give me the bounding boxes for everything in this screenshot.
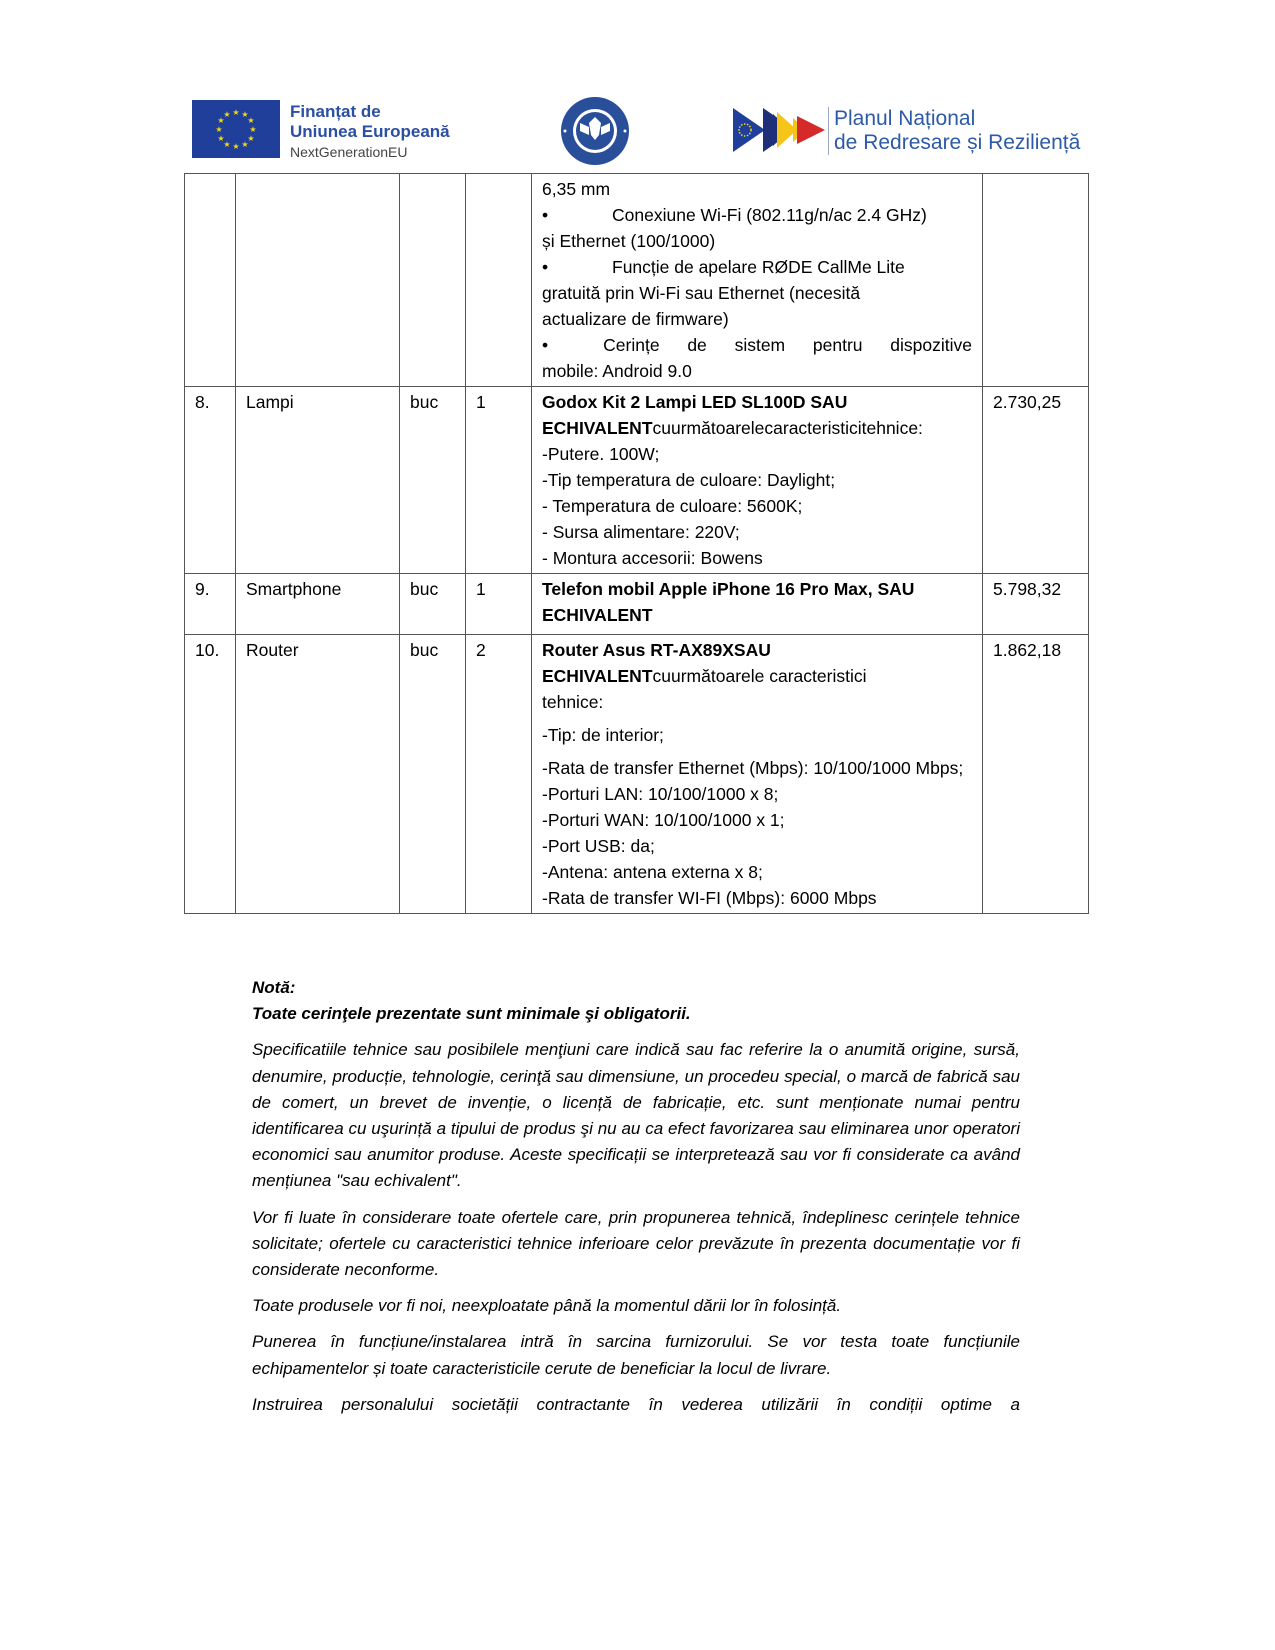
eu-line3: NextGenerationEU bbox=[290, 144, 408, 160]
svg-text:★: ★ bbox=[217, 116, 225, 125]
svg-text:★: ★ bbox=[232, 142, 240, 151]
product-title-cont: ECHIVALENT bbox=[542, 605, 653, 625]
table-row bbox=[185, 635, 1089, 914]
product-title-rest: cuurmătoarele caracteristici bbox=[652, 666, 867, 686]
desc-text: Cerințe de sistem pentru dispozitive bbox=[603, 335, 972, 355]
cell-nr bbox=[185, 174, 236, 387]
desc-line: actualizare de firmware) bbox=[542, 309, 729, 329]
cell-name bbox=[236, 174, 400, 387]
desc-bullet-line bbox=[542, 254, 972, 280]
svg-text:★: ★ bbox=[249, 125, 257, 134]
spec-line: - Sursa alimentare: 220V; bbox=[542, 522, 740, 542]
cell-um: buc bbox=[400, 574, 466, 635]
bullet-icon: • bbox=[542, 205, 549, 225]
notes-title: Notă: bbox=[252, 978, 296, 997]
notes-section bbox=[252, 975, 1020, 1428]
product-title-cont bbox=[542, 415, 972, 441]
cell-qty bbox=[466, 174, 532, 387]
product-title-rest2: tehnice: bbox=[542, 692, 604, 712]
cell-value: 5.798,32 bbox=[983, 574, 1089, 635]
cell-um: buc bbox=[400, 635, 466, 914]
svg-text:★: ★ bbox=[215, 125, 223, 134]
spec-line: -Rata de transfer WI-FI (Mbps): 6000 Mbps bbox=[542, 888, 877, 908]
desc-bullet-line bbox=[542, 202, 972, 228]
romanian-government-seal-icon bbox=[556, 95, 634, 167]
eu-line1: Finanțat de bbox=[290, 102, 381, 121]
cell-nr: 8. bbox=[185, 387, 236, 574]
cell-value bbox=[983, 174, 1089, 387]
desc-bullet-line bbox=[542, 332, 972, 358]
pnrr-arrows-icon bbox=[733, 104, 829, 156]
cell-qty: 1 bbox=[466, 574, 532, 635]
bullet-icon: • bbox=[542, 335, 549, 355]
spec-line: -Tip: de interior; bbox=[542, 725, 664, 745]
spec-line: -Port USB: da; bbox=[542, 836, 655, 856]
cell-description bbox=[532, 635, 983, 914]
cell-name: Smartphone bbox=[236, 574, 400, 635]
notes-paragraph: Toate produsele vor fi noi, neexploatate până la momentul dării lor în folosință. bbox=[252, 1296, 842, 1316]
cell-nr: 9. bbox=[185, 574, 236, 635]
desc-line: gratuită prin Wi-Fi sau Ethernet (necesită bbox=[542, 283, 861, 303]
spec-line: -Porturi LAN: 10/100/1000 x 8; bbox=[542, 784, 779, 804]
cell-qty: 1 bbox=[466, 387, 532, 574]
pnrr-line2: de Redresare și Reziliență bbox=[834, 131, 1081, 154]
table-row-continued bbox=[185, 174, 1089, 387]
svg-text:★: ★ bbox=[241, 110, 249, 119]
notes-paragraph: Vor fi luate în considerare toate ofertele care, prin propunerea tehnică, îndeplinesc cerințele tehnice solicitate; ofertele cu caracteristici tehnice inferioare celor prevăzute în prezenta documentație vor fi considerate neconforme. bbox=[252, 1207, 1020, 1280]
desc-line: mobile: Android 9.0 bbox=[542, 361, 692, 381]
cell-um: buc bbox=[400, 387, 466, 574]
spec-line: - Montura accesorii: Bowens bbox=[542, 548, 763, 568]
cell-description bbox=[532, 574, 983, 635]
svg-text:★: ★ bbox=[223, 110, 231, 119]
eu-line2: Uniunea Europeană bbox=[290, 122, 450, 141]
cell-description bbox=[532, 387, 983, 574]
desc-line: și Ethernet (100/1000) bbox=[542, 231, 716, 251]
pnrr-line1: Planul Național bbox=[834, 107, 976, 130]
cell-name: Router bbox=[236, 635, 400, 914]
desc-line: 6,35 mm bbox=[542, 179, 611, 199]
desc-text: Funcție de apelare RØDE CallMe Lite bbox=[612, 257, 905, 277]
cell-value: 1.862,18 bbox=[983, 635, 1089, 914]
svg-text:★: ★ bbox=[247, 116, 255, 125]
spec-line: -Antena: antena externa x 8; bbox=[542, 862, 763, 882]
product-title: Godox Kit 2 Lampi LED SL100D SAU bbox=[542, 392, 848, 412]
page-header bbox=[0, 92, 1275, 167]
svg-text:★: ★ bbox=[247, 134, 255, 143]
spec-line: -Porturi WAN: 10/100/1000 x 1; bbox=[542, 810, 785, 830]
cell-qty: 2 bbox=[466, 635, 532, 914]
cell-value: 2.730,25 bbox=[983, 387, 1089, 574]
spec-line: - Temperatura de culoare: 5600K; bbox=[542, 496, 803, 516]
svg-text:★: ★ bbox=[223, 140, 231, 149]
pnrr-divider bbox=[828, 107, 829, 155]
svg-text:★: ★ bbox=[241, 140, 249, 149]
product-title-rest: cuurmătoarelecaracteristicitehnice: bbox=[652, 418, 923, 438]
cell-um bbox=[400, 174, 466, 387]
notes-paragraph: Punerea în funcțiune/instalarea intră în sarcina furnizorului. Se vor testa toate funcțiunile echipamentelor și toate caracteristicile cerute de beneficiar la locul de livrare. bbox=[252, 1332, 1020, 1378]
product-title-cont bbox=[542, 663, 972, 689]
eu-flag-icon bbox=[192, 100, 280, 158]
cell-name: Lampi bbox=[236, 387, 400, 574]
notes-paragraph: Instruirea personalului societății contractante în vederea utilizării în condiții optime a bbox=[252, 1394, 1020, 1414]
table-row bbox=[185, 574, 1089, 635]
product-title-bold: ECHIVALENT bbox=[542, 666, 653, 686]
notes-paragraph: Specificatiile tehnice sau posibilele menţiuni care indică sau fac referire la o anumită origine, sursă, denumire, producție, tehnologie, cerinţă sau dimensiune, un procedeu special, o marcă de fabrică sau de comert, un brevet de invenție, o licență de fabricație, etc. sunt menționate numai pentru identificarea cu uşurință a tipului de produs şi nu au ca efect favorizarea sau eliminarea unor operatori economici sau anumitor produse. Aceste specificații se interpretează sau vor fi considerate ca având mențiunea "sau echivalent". bbox=[252, 1040, 1020, 1191]
equipment-table bbox=[184, 173, 1089, 914]
cell-nr: 10. bbox=[185, 635, 236, 914]
spec-line: -Tip temperatura de culoare: Daylight; bbox=[542, 470, 836, 490]
eu-funding-label bbox=[290, 102, 450, 162]
product-title: Telefon mobil Apple iPhone 16 Pro Max, SAU bbox=[542, 579, 915, 599]
notes-subtitle: Toate cerinţele prezentate sunt minimale şi obligatorii. bbox=[252, 1004, 691, 1024]
spec-line: -Putere. 100W; bbox=[542, 444, 660, 464]
svg-text:★: ★ bbox=[232, 108, 240, 117]
spec-line: -Rata de transfer Ethernet (Mbps): 10/100/1000 Mbps; bbox=[542, 758, 964, 778]
bullet-icon: • bbox=[542, 257, 549, 277]
cell-description bbox=[532, 174, 983, 387]
table-row bbox=[185, 387, 1089, 574]
pnrr-label bbox=[834, 107, 1080, 155]
desc-text: Conexiune Wi-Fi (802.11g/n/ac 2.4 GHz) bbox=[612, 205, 927, 225]
product-title-bold: ECHIVALENT bbox=[542, 418, 653, 438]
product-title: Router Asus RT-AX89XSAU bbox=[542, 640, 771, 660]
svg-text:★: ★ bbox=[217, 134, 225, 143]
